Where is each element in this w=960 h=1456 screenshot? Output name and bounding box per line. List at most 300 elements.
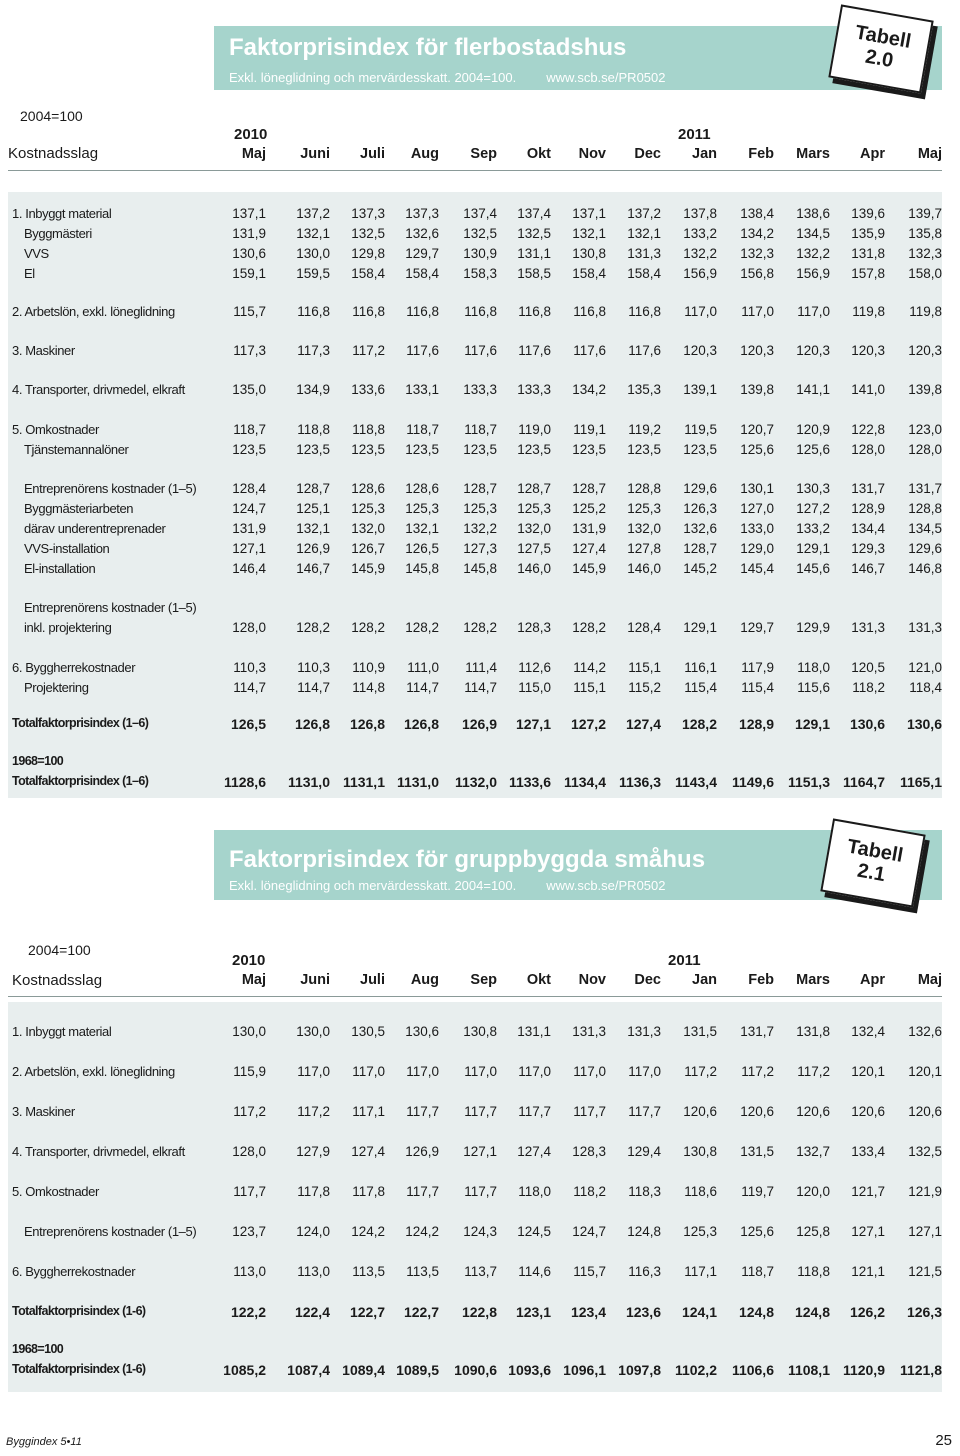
table-2-0-cell: 115,4 bbox=[741, 680, 774, 695]
table-2-1-row bbox=[8, 1104, 942, 1124]
table-2-1-month-8: Jan bbox=[692, 972, 717, 988]
table-2-1-kostnadsslag: Kostnadsslag bbox=[12, 972, 103, 989]
table-2-1-cell: 131,8 bbox=[796, 1024, 830, 1039]
table-2-1-cell: 117,8 bbox=[297, 1184, 330, 1199]
table-2-0-row-label: Tjänstemannalöner bbox=[24, 442, 129, 457]
table-2-0-cell: 118,7 bbox=[406, 422, 439, 437]
table-2-0-row-label: Projektering bbox=[24, 680, 89, 695]
table-2-0-cell: 128,4 bbox=[627, 620, 661, 635]
table-2-0-cell: 139,7 bbox=[908, 206, 942, 221]
table-2-1-cell: 127,1 bbox=[851, 1224, 885, 1239]
table-2-0-title: Faktorprisindex för flerbostadshus bbox=[229, 34, 627, 61]
table-2-0-cell: 129,6 bbox=[683, 481, 717, 496]
table-2-0-cell: 114,8 bbox=[352, 680, 385, 695]
table-2-0-cell: 128,7 bbox=[296, 481, 330, 496]
table-2-0-row bbox=[8, 660, 942, 680]
table-2-0-cell: 131,8 bbox=[851, 246, 885, 261]
table-2-1-row bbox=[8, 1024, 942, 1044]
table-2-0-cell: 119,8 bbox=[852, 304, 885, 319]
table-2-0-cell: 116,8 bbox=[352, 304, 385, 319]
table-2-1-cell: 1106,6 bbox=[731, 1362, 774, 1378]
table-2-0-cell: 145,8 bbox=[463, 561, 497, 576]
table-2-0-cell: 128,2 bbox=[296, 620, 330, 635]
table-2-0-cell: 131,9 bbox=[232, 521, 266, 536]
table-2-0-cell: 139,8 bbox=[740, 382, 774, 397]
table-2-0-cell: 118,7 bbox=[233, 422, 266, 437]
table-2-1-cell: 131,3 bbox=[627, 1024, 661, 1039]
table-2-0-cell: 126,9 bbox=[296, 541, 330, 556]
table-2-0-cell: 156,8 bbox=[740, 266, 774, 281]
table-2-1-cell: 115,7 bbox=[573, 1264, 606, 1279]
table-2-0-cell: 1131,0 bbox=[396, 774, 439, 790]
table-2-1-row bbox=[8, 1264, 942, 1284]
table-2-0-cell: 128,9 bbox=[738, 716, 774, 732]
table-2-0-row-label: El bbox=[24, 266, 35, 281]
table-2-0-cell: 119,1 bbox=[573, 422, 606, 437]
table-2-0-month-6: Nov bbox=[578, 146, 606, 162]
table-2-0-cell: 1132,0 bbox=[454, 774, 497, 790]
table-2-1-cell: 128,0 bbox=[232, 1144, 266, 1159]
table-2-1-cell: 124,0 bbox=[296, 1224, 330, 1239]
table-2-1-month-12: Maj bbox=[917, 972, 942, 988]
table-2-1-cell: 1102,2 bbox=[674, 1362, 717, 1378]
footer-publication: Byggindex 5•11 bbox=[6, 1436, 82, 1448]
table-2-0-cell: 146,0 bbox=[627, 561, 661, 576]
table-2-0-cell: 130,6 bbox=[906, 716, 942, 732]
table-2-0-cell: 1164,7 bbox=[842, 774, 885, 790]
table-2-0-row-label: 5. Omkostnader bbox=[12, 422, 99, 437]
table-2-0-cell: 1149,6 bbox=[731, 774, 774, 790]
table-2-1-cell: 121,7 bbox=[851, 1184, 885, 1199]
table-2-0-month-8: Jan bbox=[692, 146, 717, 162]
table-2-0-cell: 135,0 bbox=[232, 382, 266, 397]
table-2-1-row bbox=[8, 1342, 942, 1362]
table-2-0-cell: 158,4 bbox=[351, 266, 385, 281]
table-2-0-cell: 133,1 bbox=[405, 382, 439, 397]
table-2-0-cell: 117,6 bbox=[518, 343, 551, 358]
table-2-0-cell: 132,1 bbox=[296, 521, 330, 536]
table-2-0-row-label: VVS-installation bbox=[24, 541, 110, 556]
table-2-0-cell: 132,5 bbox=[463, 226, 497, 241]
table-2-1-cell: 127,1 bbox=[908, 1224, 942, 1239]
table-2-0-cell: 132,6 bbox=[683, 521, 717, 536]
table-2-0-cell: 128,6 bbox=[405, 481, 439, 496]
table-2-0-cell: 118,4 bbox=[909, 680, 942, 695]
table-2-0-row-label: 1968=100 bbox=[12, 754, 64, 768]
table-2-0-cell: 120,7 bbox=[740, 422, 774, 437]
table-2-1-row bbox=[8, 1304, 942, 1324]
table-2-0-cell: 121,0 bbox=[908, 660, 942, 675]
table-2-0-cell: 156,9 bbox=[796, 266, 830, 281]
table-2-0-row-label: Byggmästeri bbox=[24, 226, 92, 241]
table-2-0-cell: 127,5 bbox=[517, 541, 551, 556]
table-2-0-cell: 129,0 bbox=[740, 541, 774, 556]
table-2-1-cell: 120,6 bbox=[908, 1104, 942, 1119]
table-2-1-row-label: 5. Omkostnader bbox=[12, 1184, 99, 1199]
table-2-0-cell: 127,2 bbox=[570, 716, 606, 732]
table-2-0-cell: 129,8 bbox=[351, 246, 385, 261]
table-2-0-cell: 128,0 bbox=[851, 442, 885, 457]
table-2-0-cell: 125,3 bbox=[405, 501, 439, 516]
table-2-0-cell: 128,6 bbox=[351, 481, 385, 496]
table-2-0-cell: 131,9 bbox=[232, 226, 266, 241]
table-2-1-cell: 117,2 bbox=[797, 1064, 830, 1079]
table-2-0-cell: 126,8 bbox=[349, 716, 385, 732]
table-2-1-cell: 1090,6 bbox=[454, 1362, 497, 1378]
table-2-0-cell: 118,8 bbox=[297, 422, 330, 437]
table-2-0-cell: 125,2 bbox=[572, 501, 606, 516]
table-2-0-cell: 130,6 bbox=[232, 246, 266, 261]
table-2-0-row bbox=[8, 600, 942, 620]
table-2-0-cell: 1128,6 bbox=[223, 774, 266, 790]
table-2-1-cell: 117,7 bbox=[628, 1104, 661, 1119]
table-2-1-cell: 131,5 bbox=[683, 1024, 717, 1039]
table-2-1-cell: 124,8 bbox=[794, 1304, 830, 1320]
table-2-0-row bbox=[8, 206, 942, 226]
table-2-1-cell: 124,8 bbox=[627, 1224, 661, 1239]
table-2-1-cell: 131,1 bbox=[517, 1024, 551, 1039]
table-2-0-cell: 128,2 bbox=[681, 716, 717, 732]
table-2-0-cell: 114,7 bbox=[406, 680, 439, 695]
table-2-0-cell: 129,7 bbox=[740, 620, 774, 635]
table-2-0-cell: 145,4 bbox=[740, 561, 774, 576]
table-2-0-cell: 137,3 bbox=[351, 206, 385, 221]
table-2-0-cell: 115,1 bbox=[628, 660, 661, 675]
table-2-0-cell: 157,8 bbox=[851, 266, 885, 281]
table-2-1-cell: 130,6 bbox=[405, 1024, 439, 1039]
table-2-1-month-1: Juni bbox=[300, 972, 330, 988]
table-2-0-row-label: 6. Byggherrekostnader bbox=[12, 660, 136, 675]
table-2-0-cell: 131,3 bbox=[627, 246, 661, 261]
table-2-1-cell: 117,2 bbox=[233, 1104, 266, 1119]
table-2-0-cell: 139,6 bbox=[851, 206, 885, 221]
table-2-0-cell: 145,9 bbox=[572, 561, 606, 576]
table-2-0-cell: 156,9 bbox=[683, 266, 717, 281]
table-2-1-cell: 132,6 bbox=[908, 1024, 942, 1039]
table-2-1-row-label: Totalfaktorprisindex (1-6) bbox=[12, 1362, 146, 1376]
table-2-1-cell: 115,9 bbox=[233, 1064, 266, 1079]
table-2-0-cell: 115,2 bbox=[628, 680, 661, 695]
table-2-1-cell: 123,7 bbox=[232, 1224, 266, 1239]
table-2-1-row bbox=[8, 1184, 942, 1204]
table-2-0-row-label: därav underentreprenader bbox=[24, 521, 166, 536]
table-2-0-cell: 117,3 bbox=[297, 343, 330, 358]
table-2-0-cell: 125,3 bbox=[351, 501, 385, 516]
table-2-0-cell: 127,0 bbox=[740, 501, 774, 516]
table-2-0-cell: 133,0 bbox=[740, 521, 774, 536]
table-2-1-month-5: Okt bbox=[526, 972, 551, 988]
table-2-1-year-2010: 2010 bbox=[232, 952, 266, 969]
table-2-0-cell: 123,5 bbox=[572, 442, 606, 457]
table-2-0-cell: 118,0 bbox=[797, 660, 830, 675]
table-2-1-cell: 116,3 bbox=[628, 1264, 661, 1279]
table-2-1-cell: 1121,8 bbox=[899, 1362, 942, 1378]
table-2-0-cell: 126,8 bbox=[294, 716, 330, 732]
table-2-0-year-2010: 2010 bbox=[234, 126, 268, 143]
table-2-1-cell: 127,4 bbox=[351, 1144, 385, 1159]
table-2-0-cell: 137,4 bbox=[463, 206, 497, 221]
table-2-0-cell: 110,9 bbox=[352, 660, 385, 675]
table-2-1-cell: 117,0 bbox=[406, 1064, 439, 1079]
table-2-1-cell: 122,7 bbox=[349, 1304, 385, 1320]
table-2-1-cell: 117,7 bbox=[233, 1184, 266, 1199]
table-2-0-row bbox=[8, 541, 942, 561]
table-2-0-cell: 127,8 bbox=[627, 541, 661, 556]
table-2-1-cell: 127,1 bbox=[463, 1144, 497, 1159]
table-2-1-cell: 130,0 bbox=[232, 1024, 266, 1039]
table-2-0-month-1: Juni bbox=[300, 146, 330, 162]
table-2-1-section bbox=[8, 830, 942, 1400]
table-2-0-cell: 128,3 bbox=[517, 620, 551, 635]
table-2-0-month-12: Maj bbox=[917, 146, 942, 162]
table-2-1-cell: 1097,8 bbox=[618, 1362, 661, 1378]
table-2-1-cell: 1089,4 bbox=[342, 1362, 385, 1378]
table-2-0-row bbox=[8, 561, 942, 581]
table-2-0-cell: 125,6 bbox=[796, 442, 830, 457]
table-2-0-month-5: Okt bbox=[526, 146, 551, 162]
table-2-0-cell: 129,9 bbox=[796, 620, 830, 635]
table-2-0-url[interactable]: www.scb.se/PR0502 bbox=[546, 70, 666, 85]
table-2-1-row bbox=[8, 1224, 942, 1244]
table-2-0-row-label: VVS bbox=[24, 246, 49, 261]
table-2-0-cell: 117,6 bbox=[573, 343, 606, 358]
table-2-0-row bbox=[8, 501, 942, 521]
table-2-0-cell: 137,3 bbox=[405, 206, 439, 221]
table-2-0-cell: 119,0 bbox=[518, 422, 551, 437]
table-2-0-cell: 117,6 bbox=[464, 343, 497, 358]
table-2-0-row bbox=[8, 754, 942, 774]
table-2-0-month-7: Dec bbox=[634, 146, 661, 162]
table-2-0-cell: 123,5 bbox=[351, 442, 385, 457]
table-2-1-cell: 113,5 bbox=[352, 1264, 385, 1279]
table-2-0-cell: 128,2 bbox=[405, 620, 439, 635]
table-2-0-cell: 127,2 bbox=[796, 501, 830, 516]
table-2-1-cell: 124,7 bbox=[572, 1224, 606, 1239]
table-2-0-cell: 111,4 bbox=[465, 660, 497, 675]
table-2-1-cell: 120,0 bbox=[796, 1184, 830, 1199]
table-2-0-cell: 138,6 bbox=[796, 206, 830, 221]
table-2-1-cell: 118,7 bbox=[741, 1264, 774, 1279]
table-2-1-cell: 1089,5 bbox=[396, 1362, 439, 1378]
table-2-0-cell: 135,8 bbox=[908, 226, 942, 241]
table-2-0-cell: 133,3 bbox=[463, 382, 497, 397]
table-2-0-cell: 128,7 bbox=[572, 481, 606, 496]
table-2-1-cell: 133,4 bbox=[851, 1144, 885, 1159]
table-2-0-cell: 111,0 bbox=[407, 660, 439, 675]
table-2-1-cell: 121,9 bbox=[908, 1184, 942, 1199]
table-2-0-cell: 129,7 bbox=[405, 246, 439, 261]
table-2-0-tag-word: Tabell bbox=[853, 21, 913, 53]
table-2-1-month-0: Maj bbox=[241, 972, 266, 988]
table-2-1-cell: 124,2 bbox=[351, 1224, 385, 1239]
table-2-0-cell: 125,3 bbox=[627, 501, 661, 516]
table-2-0-cell: 1165,1 bbox=[899, 774, 942, 790]
table-2-1-cell: 119,7 bbox=[741, 1184, 774, 1199]
table-2-0-cell: 120,5 bbox=[851, 660, 885, 675]
table-2-0-cell: 117,6 bbox=[406, 343, 439, 358]
table-2-0-cell: 158,3 bbox=[463, 266, 497, 281]
table-2-1-cell: 123,4 bbox=[570, 1304, 606, 1320]
table-2-0-month-4: Sep bbox=[470, 146, 497, 162]
table-2-1-cell: 117,0 bbox=[518, 1064, 551, 1079]
table-2-1-cell: 123,1 bbox=[515, 1304, 551, 1320]
table-2-1-month-7: Dec bbox=[634, 972, 661, 988]
table-2-0-section bbox=[8, 0, 942, 800]
table-2-0-cell: 127,1 bbox=[232, 541, 266, 556]
table-2-0-cell: 128,7 bbox=[683, 541, 717, 556]
table-2-0-year-2011: 2011 bbox=[678, 126, 711, 143]
table-2-0-cell: 130,3 bbox=[796, 481, 830, 496]
table-2-0-row bbox=[8, 304, 942, 324]
table-2-0-cell: 138,4 bbox=[740, 206, 774, 221]
table-2-1-row-label: 1. Inbyggt material bbox=[12, 1024, 112, 1039]
table-2-0-cell: 137,2 bbox=[627, 206, 661, 221]
table-2-1-cell: 117,7 bbox=[518, 1104, 551, 1119]
table-2-1-cell: 118,6 bbox=[684, 1184, 717, 1199]
table-2-0-cell: 132,1 bbox=[405, 521, 439, 536]
table-2-1-cell: 125,8 bbox=[796, 1224, 830, 1239]
table-2-0-cell: 128,2 bbox=[463, 620, 497, 635]
table-2-0-row-label: Byggmästeriarbeten bbox=[24, 501, 134, 516]
table-2-1-header-rule bbox=[8, 996, 942, 997]
table-2-0-cell: 132,0 bbox=[351, 521, 385, 536]
table-2-1-cell: 124,5 bbox=[517, 1224, 551, 1239]
table-2-0-row bbox=[8, 226, 942, 246]
table-2-0-body bbox=[8, 192, 942, 798]
table-2-0-cell: 126,7 bbox=[351, 541, 385, 556]
table-2-0-row-label: inkl. projektering bbox=[24, 620, 112, 635]
table-2-0-cell: 128,2 bbox=[351, 620, 385, 635]
table-2-1-cell: 117,2 bbox=[741, 1064, 774, 1079]
table-2-1-cell: 130,8 bbox=[683, 1144, 717, 1159]
table-2-0-cell: 1133,6 bbox=[508, 774, 551, 790]
table-2-0-cell: 137,8 bbox=[683, 206, 717, 221]
table-2-1-tag-number: 2.1 bbox=[855, 859, 887, 887]
table-2-0-cell: 141,1 bbox=[796, 382, 830, 397]
table-2-0-cell: 123,5 bbox=[683, 442, 717, 457]
table-2-1-body bbox=[8, 1002, 942, 1392]
table-2-1-cell: 118,8 bbox=[797, 1264, 830, 1279]
table-2-0-cell: 158,5 bbox=[517, 266, 551, 281]
table-2-0-cell: 139,8 bbox=[908, 382, 942, 397]
table-2-1-url[interactable]: www.scb.se/PR0502 bbox=[546, 878, 666, 893]
table-2-0-cell: 137,2 bbox=[296, 206, 330, 221]
table-2-0-cell: 123,5 bbox=[232, 442, 266, 457]
table-2-1-cell: 117,0 bbox=[628, 1064, 661, 1079]
table-2-0-cell: 145,6 bbox=[796, 561, 830, 576]
table-2-0-cell: 128,2 bbox=[572, 620, 606, 635]
table-2-0-cell: 141,0 bbox=[851, 382, 885, 397]
table-2-0-row bbox=[8, 521, 942, 541]
table-2-0-cell: 134,9 bbox=[296, 382, 330, 397]
table-2-0-cell: 127,1 bbox=[515, 716, 551, 732]
table-2-0-cell: 127,3 bbox=[463, 541, 497, 556]
table-2-0-row bbox=[8, 246, 942, 266]
table-2-0-cell: 115,6 bbox=[797, 680, 830, 695]
table-2-1-cell: 117,0 bbox=[464, 1064, 497, 1079]
table-2-1-month-2: Juli bbox=[360, 972, 385, 988]
table-2-0-cell: 115,1 bbox=[573, 680, 606, 695]
table-2-1-base: 2004=100 bbox=[28, 942, 91, 958]
table-2-0-cell: 120,3 bbox=[683, 343, 717, 358]
table-2-1-cell: 127,4 bbox=[517, 1144, 551, 1159]
table-2-0-cell: 132,2 bbox=[683, 246, 717, 261]
table-2-0-cell: 159,1 bbox=[232, 266, 266, 281]
table-2-1-cell: 117,7 bbox=[464, 1104, 497, 1119]
table-2-0-cell: 137,1 bbox=[232, 206, 266, 221]
table-2-1-row-label: 4. Transporter, drivmedel, elkraft bbox=[12, 1144, 185, 1159]
table-2-1-cell: 121,5 bbox=[908, 1264, 942, 1279]
table-2-0-month-10: Mars bbox=[796, 146, 830, 162]
table-2-0-cell: 126,8 bbox=[403, 716, 439, 732]
table-2-0-cell: 110,3 bbox=[233, 660, 266, 675]
table-2-0-cell: 159,5 bbox=[296, 266, 330, 281]
table-2-1-cell: 126,9 bbox=[405, 1144, 439, 1159]
table-2-1-title: Faktorprisindex för gruppbyggda småhus bbox=[229, 846, 706, 873]
table-2-1-row bbox=[8, 1362, 942, 1382]
table-2-0-cell: 132,6 bbox=[405, 226, 439, 241]
table-2-0-month-3: Aug bbox=[410, 146, 439, 162]
table-2-0-cell: 115,7 bbox=[233, 304, 266, 319]
table-2-0-cell: 125,3 bbox=[517, 501, 551, 516]
table-2-0-cell: 123,5 bbox=[517, 442, 551, 457]
table-2-0-cell: 158,4 bbox=[627, 266, 661, 281]
table-2-1-cell: 117,7 bbox=[406, 1104, 439, 1119]
table-2-0-row-label: 3. Maskiner bbox=[12, 343, 75, 358]
table-2-0-cell: 115,4 bbox=[684, 680, 717, 695]
table-2-0-cell: 126,9 bbox=[461, 716, 497, 732]
table-2-0-cell: 128,9 bbox=[851, 501, 885, 516]
table-2-0-cell: 1134,4 bbox=[563, 774, 606, 790]
table-2-0-row-label: El-installation bbox=[24, 561, 96, 576]
table-2-0-cell: 132,3 bbox=[740, 246, 774, 261]
table-2-0-cell: 132,0 bbox=[517, 521, 551, 536]
table-2-0-row bbox=[8, 774, 942, 794]
table-2-0-cell: 145,2 bbox=[683, 561, 717, 576]
table-2-0-row-label: Entreprenörens kostnader (1–5) bbox=[24, 600, 197, 615]
table-2-1-cell: 117,0 bbox=[352, 1064, 385, 1079]
table-2-0-cell: 146,8 bbox=[908, 561, 942, 576]
table-2-1-cell: 131,3 bbox=[572, 1024, 606, 1039]
table-2-0-cell: 114,7 bbox=[297, 680, 330, 695]
table-2-0-cell: 139,1 bbox=[683, 382, 717, 397]
table-2-0-cell: 132,2 bbox=[463, 521, 497, 536]
table-2-0-cell: 128,8 bbox=[627, 481, 661, 496]
table-2-0-cell: 158,4 bbox=[405, 266, 439, 281]
table-2-0-cell: 133,2 bbox=[683, 226, 717, 241]
table-2-1-cell: 1093,6 bbox=[508, 1362, 551, 1378]
table-2-0-cell: 134,2 bbox=[572, 382, 606, 397]
table-2-0-cell: 146,7 bbox=[296, 561, 330, 576]
table-2-1-cell: 120,1 bbox=[908, 1064, 942, 1079]
table-2-0-cell: 119,2 bbox=[628, 422, 661, 437]
table-2-1-tag bbox=[820, 818, 925, 907]
table-2-0-row bbox=[8, 343, 942, 363]
table-2-0-cell: 118,2 bbox=[852, 680, 885, 695]
table-2-0-cell: 135,3 bbox=[627, 382, 661, 397]
table-2-0-cell: 132,2 bbox=[796, 246, 830, 261]
table-2-0-cell: 128,0 bbox=[232, 620, 266, 635]
table-2-0-cell: 117,3 bbox=[233, 343, 266, 358]
table-2-1-cell: 117,8 bbox=[352, 1184, 385, 1199]
table-2-0-cell: 135,9 bbox=[851, 226, 885, 241]
table-2-0-base: 2004=100 bbox=[20, 108, 83, 124]
table-2-1-cell: 113,0 bbox=[297, 1264, 330, 1279]
table-2-0-cell: 130,1 bbox=[740, 481, 774, 496]
table-2-1-row bbox=[8, 1144, 942, 1164]
table-2-0-cell: 116,8 bbox=[518, 304, 551, 319]
table-2-1-row bbox=[8, 1064, 942, 1084]
